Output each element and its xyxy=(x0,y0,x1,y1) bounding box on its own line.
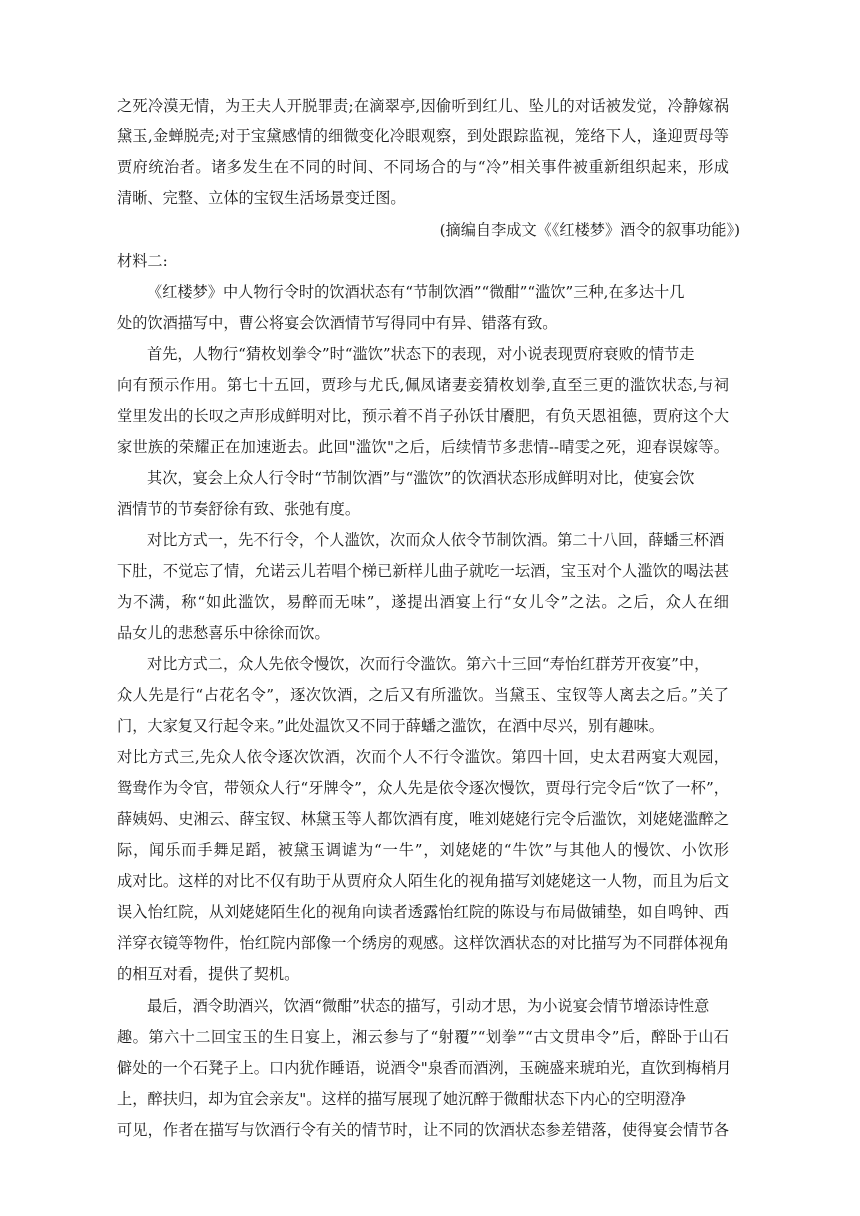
text-line: 对比方式二，众人先依令慢饮，次而行令滥饮。第六十三回“寿怡红群芳开夜宴”中， xyxy=(147,655,710,673)
text-line: 对比方式一，先不行令，个人滥饮，次而众人依令节制饮酒。第二十八回，薛蟠三杯酒 xyxy=(147,531,725,549)
text-line: 僻处的一个石凳子上。口内犹作睡语，说酒令"泉香而酒洌，玉碗盛来琥珀光，直饮到梅梢月 xyxy=(117,1059,732,1077)
text-line: 下肚，不觉忘了情，允诺云儿若唱个梯已新样儿曲子就吃一坛酒，宝玉对个人滥饮的喝法甚 xyxy=(117,562,729,580)
text-line: 向有预示作用。第七十五回，贾珍与尤氏,佩凤诸妻妾猜枚划拳,直至三更的滥饮状态,与祠 xyxy=(117,376,729,394)
text-line: 薛姨妈、史湘云、薛宝钗、林黛玉等人都饮酒有度，唯刘姥姥行完令后滥饮，刘姥姥滥醉之 xyxy=(117,810,729,828)
text-line: 的相互对看，提供了契机。 xyxy=(117,965,300,983)
text-line: 首先，人物行“猜枚划拳令”时“滥饮”状态下的表现，对小说表现贾府衰败的情节走 xyxy=(147,345,695,363)
text-line: 趣。第六十二回宝玉的生日宴上，湘云参与了“射覆”“划拳”“古文贯串令”后，醉卧于山石 xyxy=(117,1028,729,1046)
text-line: 酒情节的节奏舒徐有致、张弛有度。 xyxy=(117,500,360,518)
text-line: 众人先是行“占花名令”，逐次饮酒，之后又有所滥饮。当黛玉、宝钗等人离去之后。”关了 xyxy=(117,686,729,704)
source-citation: (摘编自李成文《《红楼梦》酒令的叙事功能》) xyxy=(439,221,740,239)
text-line: 贾府统治者。诸多发生在不同的时间、不同场合的与“冷”相关事件被重新组织起来，形成 xyxy=(117,158,729,176)
text-line: 上，醉扶归，却为宜会亲友"。这样的描写展现了她沉醉于微酣状态下内心的空明澄净 xyxy=(117,1090,686,1108)
text-line: 对比方式三,先众人依令逐次饮酒，次而个人不行令滥饮。第四十回，史太君两宴大观园， xyxy=(117,748,729,766)
text-line: 品女儿的悲愁喜乐中徐徐而饮。 xyxy=(117,624,330,642)
text-line: 际，闻乐而手舞足蹈，被黛玉调谑为“一牛”，刘姥姥的“牛饮”与其他人的慢饮、小饮形 xyxy=(117,841,729,859)
text-line: 清晰、完整、立体的宝钗生活场景变迁图。 xyxy=(117,189,406,207)
text-line: 洋穿衣镜等物件，怡红院内部像一个绣房的观感。这样饮酒状态的对比描写为不同群体视角 xyxy=(117,934,729,952)
text-line: 材料二: xyxy=(117,252,168,270)
text-line: 之死冷漠无情，为王夫人开脱罪责;在滴翠亭,因偷听到红儿、坠儿的对话被发觉，冷静嫁祸 xyxy=(117,97,729,115)
text-line: 为不满，称“如此滥饮，易醉而无味”，遂提出酒宴上行“女儿令”之法。之后，众人在细 xyxy=(117,593,729,611)
text-line: 处的饮酒描写中，曹公将宴会饮酒情节写得同中有异、错落有致。 xyxy=(117,314,558,332)
text-line: 家世族的荣耀正在加速逝去。此回"滥饮"之后，后续情节多悲情--晴雯之死，迎春误嫁等。 xyxy=(117,438,729,456)
text-line: 门，大家复又行起令来。”此处温饮又不同于薛蟠之滥饮，在酒中尽兴，别有趣味。 xyxy=(117,717,664,735)
text-line: 误入怡红院，从刘姥姥陌生化的视角向读者透露怡红院的陈设与布局做铺垫，如自鸣钟、西 xyxy=(117,903,729,921)
text-line: 其次，宴会上众人行令时“节制饮酒”与“滥饮”的饮酒状态形成鲜明对比，使宴会饮 xyxy=(147,469,695,487)
text-line: 鸳鸯作为令官，带领众人行“牙牌令”，众人先是依令逐次慢饮，贾母行完令后“饮了一杯”， xyxy=(117,779,729,797)
text-line: 成对比。这样的对比不仅有助于从贾府众人陌生化的视角描写刘姥姥这一人物，而且为后文 xyxy=(117,872,729,890)
text-line: 最后，酒令助酒兴，饮酒“微酣”状态的描写，引动才思，为小说宴会情节增添诗性意 xyxy=(147,997,710,1015)
text-line: 堂里发出的长叹之声形成鲜明对比，预示着不肖子孙饫甘餍肥，有负天恩祖德，贾府这个大 xyxy=(117,407,729,425)
text-line: 可见，作者在描写与饮酒行令有关的情节时，让不同的饮酒状态参差错落，使得宴会情节各 xyxy=(117,1121,729,1139)
text-line: 黛玉,金蝉脱壳;对于宝黛感情的细微变化冷眼观察，到处跟踪监视，笼络下人，逢迎贾母等 xyxy=(117,127,729,145)
text-line: 《红楼梦》中人物行令时的饮酒状态有“节制饮酒”“微酣”“滥饮”三种,在多达十几 xyxy=(147,283,685,301)
